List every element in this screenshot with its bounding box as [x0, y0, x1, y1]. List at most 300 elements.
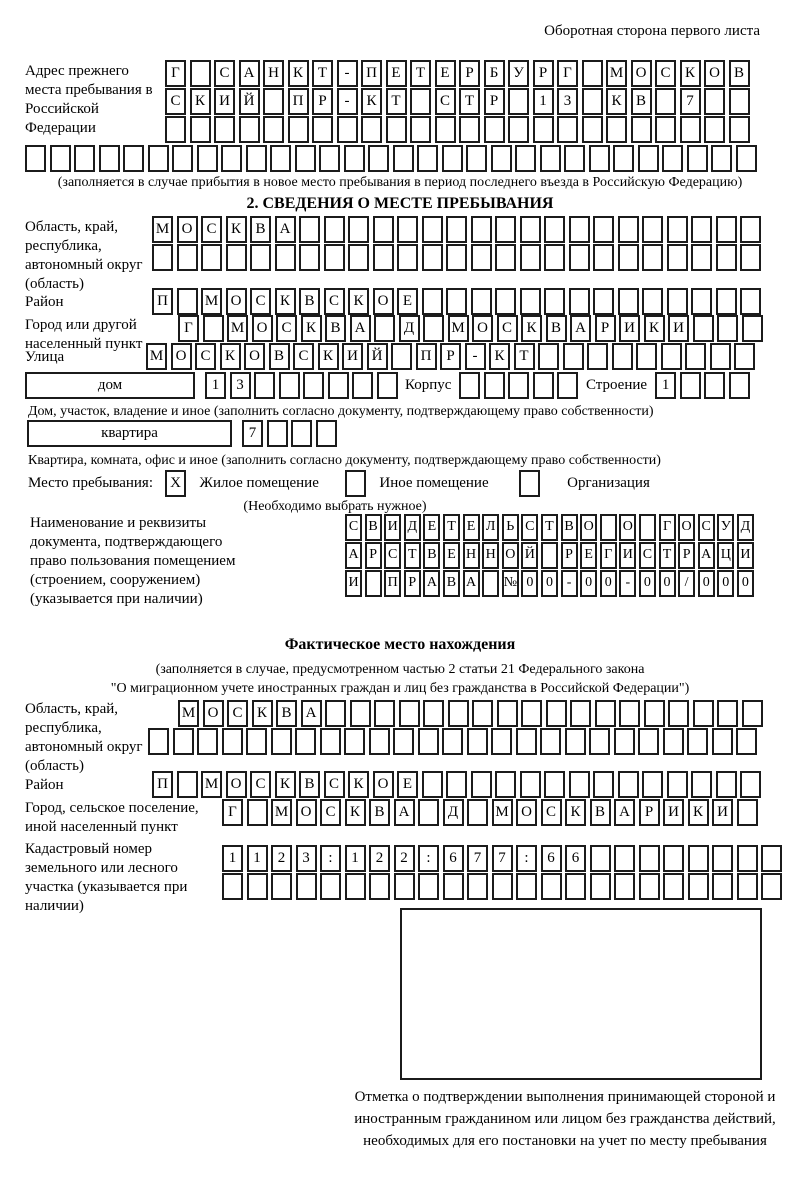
char-cell[interactable] — [737, 845, 758, 872]
char-cell[interactable] — [614, 845, 635, 872]
char-cell[interactable] — [303, 372, 324, 399]
char-cell[interactable]: Д — [404, 514, 421, 541]
char-cell[interactable]: С — [639, 542, 656, 569]
char-cell[interactable] — [618, 771, 639, 798]
char-cell[interactable] — [729, 88, 750, 115]
char-cell[interactable]: А — [614, 799, 635, 826]
char-cell[interactable]: Й — [367, 343, 388, 370]
char-cell[interactable]: С — [655, 60, 676, 87]
char-cell[interactable]: А — [301, 700, 322, 727]
char-cell[interactable] — [410, 88, 431, 115]
char-cell[interactable]: Ц — [717, 542, 734, 569]
char-cell[interactable] — [540, 728, 561, 755]
char-cell[interactable] — [639, 845, 660, 872]
char-cell[interactable] — [569, 771, 590, 798]
char-cell[interactable]: О — [296, 799, 317, 826]
char-cell[interactable] — [442, 728, 463, 755]
char-cell[interactable] — [275, 244, 296, 271]
char-cell[interactable] — [446, 771, 467, 798]
char-cell[interactable] — [423, 700, 444, 727]
char-cell[interactable]: В — [269, 343, 290, 370]
char-cell[interactable] — [299, 244, 320, 271]
char-cell[interactable] — [667, 771, 688, 798]
char-cell[interactable] — [270, 145, 291, 172]
char-cell[interactable] — [495, 288, 516, 315]
char-cell[interactable] — [691, 216, 712, 243]
char-cell[interactable] — [446, 288, 467, 315]
char-cell[interactable]: 1 — [247, 845, 268, 872]
char-cell[interactable]: Т — [410, 60, 431, 87]
char-cell[interactable] — [472, 700, 493, 727]
char-cell[interactable]: - — [561, 570, 578, 597]
char-cell[interactable] — [704, 116, 725, 143]
char-cell[interactable]: А — [239, 60, 260, 87]
char-cell[interactable] — [740, 288, 761, 315]
char-cell[interactable] — [717, 315, 738, 342]
char-cell[interactable] — [386, 116, 407, 143]
char-cell[interactable]: 2 — [271, 845, 292, 872]
char-cell[interactable] — [344, 145, 365, 172]
char-cell[interactable] — [466, 145, 487, 172]
char-cell[interactable]: Т — [459, 88, 480, 115]
char-cell[interactable] — [593, 771, 614, 798]
char-cell[interactable] — [123, 145, 144, 172]
char-cell[interactable]: В — [250, 216, 271, 243]
char-cell[interactable] — [328, 372, 349, 399]
char-cell[interactable] — [369, 728, 390, 755]
char-cell[interactable] — [74, 145, 95, 172]
char-cell[interactable]: М — [271, 799, 292, 826]
char-cell[interactable]: М — [146, 343, 167, 370]
checkbox-inoe[interactable] — [345, 470, 366, 497]
char-cell[interactable] — [614, 873, 635, 900]
checkbox-organizaciya[interactable] — [519, 470, 540, 497]
char-cell[interactable] — [693, 700, 714, 727]
char-cell[interactable] — [544, 771, 565, 798]
char-cell[interactable]: С — [250, 288, 271, 315]
char-cell[interactable]: И — [712, 799, 733, 826]
char-cell[interactable]: Р — [404, 570, 421, 597]
char-cell[interactable] — [631, 116, 652, 143]
char-cell[interactable] — [691, 771, 712, 798]
char-cell[interactable]: Й — [521, 542, 538, 569]
char-cell[interactable] — [569, 288, 590, 315]
char-cell[interactable]: О — [171, 343, 192, 370]
char-cell[interactable] — [515, 145, 536, 172]
char-cell[interactable] — [570, 700, 591, 727]
char-cell[interactable]: 0 — [639, 570, 656, 597]
char-cell[interactable] — [655, 116, 676, 143]
char-cell[interactable] — [740, 771, 761, 798]
char-cell[interactable] — [638, 728, 659, 755]
char-cell[interactable]: Р — [639, 799, 660, 826]
char-cell[interactable]: А — [698, 542, 715, 569]
char-cell[interactable] — [639, 873, 660, 900]
char-cell[interactable]: Е — [386, 60, 407, 87]
char-cell[interactable] — [319, 145, 340, 172]
char-cell[interactable] — [325, 700, 346, 727]
char-cell[interactable]: В — [299, 288, 320, 315]
char-cell[interactable] — [352, 372, 373, 399]
char-cell[interactable] — [661, 343, 682, 370]
char-cell[interactable] — [197, 728, 218, 755]
char-cell[interactable] — [482, 570, 499, 597]
char-cell[interactable] — [324, 216, 345, 243]
char-cell[interactable] — [271, 728, 292, 755]
char-cell[interactable] — [492, 873, 513, 900]
char-cell[interactable] — [399, 700, 420, 727]
char-cell[interactable]: И — [342, 343, 363, 370]
char-cell[interactable]: С — [497, 315, 518, 342]
char-cell[interactable] — [655, 88, 676, 115]
char-cell[interactable] — [201, 244, 222, 271]
char-cell[interactable]: Т — [443, 514, 460, 541]
char-cell[interactable]: П — [361, 60, 382, 87]
char-cell[interactable]: У — [508, 60, 529, 87]
char-cell[interactable] — [279, 372, 300, 399]
char-cell[interactable] — [533, 116, 554, 143]
char-cell[interactable]: Т — [514, 343, 535, 370]
char-cell[interactable]: 6 — [443, 845, 464, 872]
char-cell[interactable]: М — [201, 771, 222, 798]
char-cell[interactable] — [173, 728, 194, 755]
char-cell[interactable] — [417, 145, 438, 172]
char-cell[interactable]: - — [465, 343, 486, 370]
char-cell[interactable] — [263, 88, 284, 115]
char-cell[interactable] — [99, 145, 120, 172]
char-cell[interactable]: С — [435, 88, 456, 115]
char-cell[interactable] — [613, 145, 634, 172]
char-cell[interactable]: 3 — [230, 372, 251, 399]
char-cell[interactable]: И — [619, 315, 640, 342]
char-cell[interactable] — [508, 372, 529, 399]
char-cell[interactable] — [533, 372, 554, 399]
char-cell[interactable]: О — [472, 315, 493, 342]
char-cell[interactable] — [736, 728, 757, 755]
char-cell[interactable]: Г — [222, 799, 243, 826]
char-cell[interactable]: К — [288, 60, 309, 87]
char-cell[interactable] — [711, 145, 732, 172]
char-cell[interactable] — [365, 570, 382, 597]
char-cell[interactable] — [197, 145, 218, 172]
char-cell[interactable] — [687, 728, 708, 755]
char-cell[interactable] — [685, 343, 706, 370]
char-cell[interactable]: О — [580, 514, 597, 541]
char-cell[interactable] — [593, 288, 614, 315]
char-cell[interactable]: К — [226, 216, 247, 243]
char-cell[interactable] — [729, 116, 750, 143]
char-cell[interactable] — [373, 244, 394, 271]
char-cell[interactable] — [423, 315, 444, 342]
char-cell[interactable] — [557, 116, 578, 143]
char-cell[interactable]: К — [275, 288, 296, 315]
char-cell[interactable]: Е — [443, 542, 460, 569]
char-cell[interactable]: 1 — [345, 845, 366, 872]
char-cell[interactable] — [344, 728, 365, 755]
char-cell[interactable] — [582, 116, 603, 143]
char-cell[interactable]: Д — [399, 315, 420, 342]
char-cell[interactable]: П — [288, 88, 309, 115]
char-cell[interactable]: О — [516, 799, 537, 826]
char-cell[interactable]: О — [373, 288, 394, 315]
char-cell[interactable]: Ь — [502, 514, 519, 541]
char-cell[interactable]: В — [729, 60, 750, 87]
char-cell[interactable] — [291, 420, 312, 447]
char-cell[interactable] — [565, 873, 586, 900]
char-cell[interactable] — [639, 514, 656, 541]
char-cell[interactable]: С — [320, 799, 341, 826]
char-cell[interactable] — [295, 728, 316, 755]
char-cell[interactable] — [491, 728, 512, 755]
char-cell[interactable]: К — [318, 343, 339, 370]
char-cell[interactable] — [540, 145, 561, 172]
char-cell[interactable]: 7 — [680, 88, 701, 115]
char-cell[interactable]: О — [631, 60, 652, 87]
char-cell[interactable] — [710, 343, 731, 370]
char-cell[interactable]: Г — [659, 514, 676, 541]
char-cell[interactable] — [544, 216, 565, 243]
char-cell[interactable]: 1 — [222, 845, 243, 872]
char-cell[interactable]: П — [384, 570, 401, 597]
char-cell[interactable]: А — [463, 570, 480, 597]
char-cell[interactable] — [737, 873, 758, 900]
char-cell[interactable]: Е — [463, 514, 480, 541]
char-cell[interactable] — [642, 216, 663, 243]
char-cell[interactable]: Е — [580, 542, 597, 569]
char-cell[interactable] — [680, 116, 701, 143]
char-cell[interactable]: Й — [239, 88, 260, 115]
char-cell[interactable]: Т — [404, 542, 421, 569]
char-cell[interactable] — [662, 145, 683, 172]
char-cell[interactable]: Р — [365, 542, 382, 569]
char-cell[interactable]: Е — [397, 288, 418, 315]
char-cell[interactable] — [288, 116, 309, 143]
char-cell[interactable] — [316, 420, 337, 447]
char-cell[interactable]: И — [668, 315, 689, 342]
char-cell[interactable] — [619, 700, 640, 727]
char-cell[interactable]: Р — [440, 343, 461, 370]
char-cell[interactable]: Л — [482, 514, 499, 541]
char-cell[interactable]: Т — [659, 542, 676, 569]
char-cell[interactable]: Г — [178, 315, 199, 342]
char-cell[interactable] — [394, 873, 415, 900]
char-cell[interactable]: О — [203, 700, 224, 727]
char-cell[interactable]: В — [631, 88, 652, 115]
char-cell[interactable]: - — [337, 60, 358, 87]
char-cell[interactable] — [688, 845, 709, 872]
char-cell[interactable] — [148, 728, 169, 755]
char-cell[interactable]: О — [502, 542, 519, 569]
char-cell[interactable] — [177, 771, 198, 798]
char-cell[interactable]: Р — [484, 88, 505, 115]
char-cell[interactable]: В — [423, 542, 440, 569]
char-cell[interactable] — [636, 343, 657, 370]
char-cell[interactable]: В — [443, 570, 460, 597]
char-cell[interactable]: М — [227, 315, 248, 342]
char-cell[interactable] — [590, 873, 611, 900]
char-cell[interactable] — [716, 771, 737, 798]
char-cell[interactable] — [516, 728, 537, 755]
char-cell[interactable]: Т — [312, 60, 333, 87]
char-cell[interactable] — [582, 88, 603, 115]
char-cell[interactable]: К — [252, 700, 273, 727]
char-cell[interactable] — [546, 700, 567, 727]
char-cell[interactable]: К — [606, 88, 627, 115]
char-cell[interactable]: К — [220, 343, 241, 370]
char-cell[interactable]: И — [214, 88, 235, 115]
char-cell[interactable]: В — [369, 799, 390, 826]
char-cell[interactable]: Г — [165, 60, 186, 87]
char-cell[interactable] — [247, 799, 268, 826]
char-cell[interactable]: К — [301, 315, 322, 342]
char-cell[interactable] — [740, 216, 761, 243]
char-cell[interactable]: 0 — [521, 570, 538, 597]
char-cell[interactable]: К — [521, 315, 542, 342]
char-cell[interactable] — [50, 145, 71, 172]
char-cell[interactable] — [446, 216, 467, 243]
char-cell[interactable]: Е — [423, 514, 440, 541]
char-cell[interactable]: О — [226, 771, 247, 798]
char-cell[interactable] — [320, 728, 341, 755]
char-cell[interactable]: С — [324, 771, 345, 798]
char-cell[interactable]: С — [541, 799, 562, 826]
char-cell[interactable] — [467, 799, 488, 826]
char-cell[interactable] — [508, 116, 529, 143]
char-cell[interactable]: В — [276, 700, 297, 727]
char-cell[interactable] — [642, 244, 663, 271]
char-cell[interactable]: 1 — [533, 88, 554, 115]
char-cell[interactable]: М — [152, 216, 173, 243]
char-cell[interactable]: К — [348, 288, 369, 315]
char-cell[interactable]: С — [384, 542, 401, 569]
char-cell[interactable] — [320, 873, 341, 900]
char-cell[interactable]: А — [350, 315, 371, 342]
char-cell[interactable]: А — [275, 216, 296, 243]
char-cell[interactable]: Р — [459, 60, 480, 87]
char-cell[interactable] — [495, 216, 516, 243]
char-cell[interactable]: О — [373, 771, 394, 798]
char-cell[interactable] — [312, 116, 333, 143]
char-cell[interactable]: 0 — [659, 570, 676, 597]
char-cell[interactable]: Р — [533, 60, 554, 87]
char-cell[interactable]: В — [299, 771, 320, 798]
char-cell[interactable]: 7 — [492, 845, 513, 872]
char-cell[interactable] — [443, 873, 464, 900]
char-cell[interactable] — [422, 771, 443, 798]
char-cell[interactable] — [516, 873, 537, 900]
char-cell[interactable]: В — [365, 514, 382, 541]
char-cell[interactable] — [373, 216, 394, 243]
char-cell[interactable]: Р — [312, 88, 333, 115]
char-cell[interactable] — [190, 116, 211, 143]
char-cell[interactable]: М — [201, 288, 222, 315]
char-cell[interactable]: П — [152, 288, 173, 315]
char-cell[interactable]: П — [152, 771, 173, 798]
char-cell[interactable] — [222, 728, 243, 755]
char-cell[interactable]: О — [704, 60, 725, 87]
char-cell[interactable] — [736, 145, 757, 172]
char-cell[interactable]: : — [516, 845, 537, 872]
char-cell[interactable]: Н — [482, 542, 499, 569]
char-cell[interactable]: К — [275, 771, 296, 798]
char-cell[interactable]: И — [384, 514, 401, 541]
char-cell[interactable]: В — [561, 514, 578, 541]
char-cell[interactable]: Р — [678, 542, 695, 569]
char-cell[interactable] — [422, 288, 443, 315]
char-cell[interactable]: С — [165, 88, 186, 115]
char-cell[interactable]: И — [737, 542, 754, 569]
char-cell[interactable] — [618, 216, 639, 243]
char-cell[interactable] — [177, 288, 198, 315]
char-cell[interactable]: И — [663, 799, 684, 826]
char-cell[interactable] — [239, 116, 260, 143]
char-cell[interactable]: С — [345, 514, 362, 541]
char-cell[interactable]: : — [418, 845, 439, 872]
char-cell[interactable]: В — [325, 315, 346, 342]
char-cell[interactable]: К — [345, 799, 366, 826]
char-cell[interactable] — [374, 315, 395, 342]
char-cell[interactable] — [541, 542, 558, 569]
char-cell[interactable] — [254, 372, 275, 399]
char-cell[interactable]: 3 — [296, 845, 317, 872]
char-cell[interactable]: 1 — [655, 372, 676, 399]
char-cell[interactable]: А — [423, 570, 440, 597]
char-cell[interactable]: 0 — [717, 570, 734, 597]
char-cell[interactable]: Р — [595, 315, 616, 342]
char-cell[interactable] — [729, 372, 750, 399]
char-cell[interactable]: 0 — [541, 570, 558, 597]
char-cell[interactable] — [377, 372, 398, 399]
char-cell[interactable]: 0 — [698, 570, 715, 597]
char-cell[interactable] — [393, 145, 414, 172]
char-cell[interactable] — [569, 216, 590, 243]
char-cell[interactable] — [418, 799, 439, 826]
char-cell[interactable]: 2 — [394, 845, 415, 872]
char-cell[interactable] — [589, 728, 610, 755]
char-cell[interactable] — [663, 728, 684, 755]
char-cell[interactable] — [642, 771, 663, 798]
char-cell[interactable]: О — [619, 514, 636, 541]
char-cell[interactable] — [391, 343, 412, 370]
char-cell[interactable]: Р — [561, 542, 578, 569]
char-cell[interactable]: А — [345, 542, 362, 569]
char-cell[interactable] — [471, 288, 492, 315]
char-cell[interactable] — [345, 873, 366, 900]
char-cell[interactable] — [422, 216, 443, 243]
char-cell[interactable] — [538, 343, 559, 370]
char-cell[interactable]: - — [337, 88, 358, 115]
char-cell[interactable] — [668, 700, 689, 727]
char-cell[interactable]: 0 — [737, 570, 754, 597]
char-cell[interactable]: О — [177, 216, 198, 243]
char-cell[interactable] — [422, 244, 443, 271]
char-cell[interactable]: К — [348, 771, 369, 798]
char-cell[interactable]: С — [698, 514, 715, 541]
char-cell[interactable]: № — [502, 570, 519, 597]
char-cell[interactable] — [484, 116, 505, 143]
char-cell[interactable] — [397, 216, 418, 243]
char-cell[interactable]: Т — [386, 88, 407, 115]
char-cell[interactable] — [203, 315, 224, 342]
char-cell[interactable] — [296, 873, 317, 900]
char-cell[interactable]: С — [214, 60, 235, 87]
char-cell[interactable]: Т — [541, 514, 558, 541]
char-cell[interactable] — [348, 244, 369, 271]
char-cell[interactable] — [520, 244, 541, 271]
char-cell[interactable] — [467, 873, 488, 900]
char-cell[interactable] — [716, 288, 737, 315]
char-cell[interactable]: П — [416, 343, 437, 370]
